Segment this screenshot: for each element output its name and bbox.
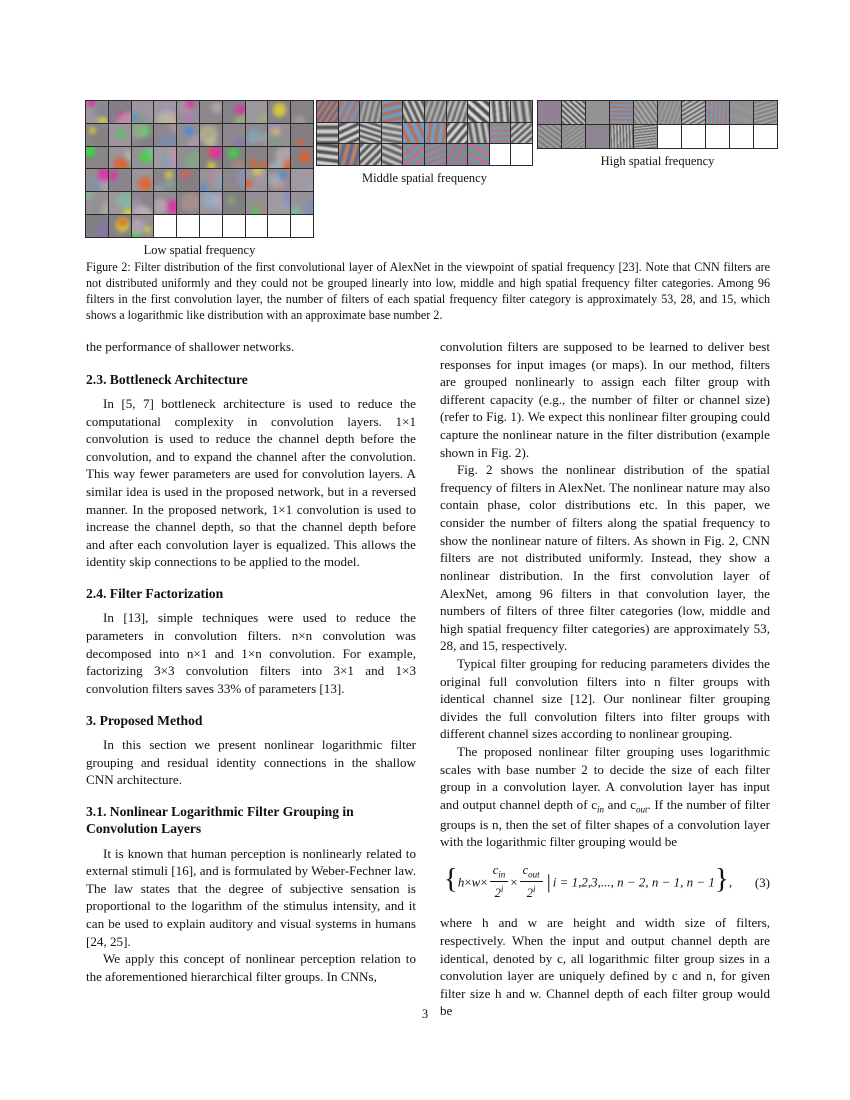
filter-tile-empty [200, 215, 222, 237]
filter-tile [339, 123, 360, 144]
filter-tile [682, 101, 705, 124]
filter-tile [132, 147, 154, 169]
filter-tile-empty [754, 125, 777, 148]
figure-panel-middle [316, 100, 533, 186]
equation-left-brace: { [443, 863, 458, 896]
filter-tile [177, 169, 199, 191]
figure-2-caption: Figure 2: Filter distribution of the first convolutional layer of AlexNet in the viewpoint of spatial frequency [23]. Note that CNN filters are not distributed uniformly and they could not be grouped linearly into low, middle and high spatial frequency filter categories. Among 96 filters in the first convolution layer, the number of filters of each spatial frequency filter category is approximately 53, 28, and 15, which shows a logarithmic like distribution with an approximate base number 2. [86, 260, 770, 322]
equation-cin-sub: in [498, 869, 506, 880]
filter-tile [223, 101, 245, 123]
figure-panel-high-label: High spatial frequency [600, 154, 715, 168]
filter-tile [360, 144, 381, 165]
filter-grid-high [537, 100, 778, 149]
filter-tile [246, 101, 268, 123]
filter-tile [132, 169, 154, 191]
heading-2-3: 2.3. Bottleneck Architecture [86, 371, 248, 387]
paragraph-right-2: Fig. 2 shows the nonlinear distribution of the spatial frequency of filters in AlexNet. The nonlinear nature may also contain phase, color distributions etc. In this paper, we consider the number of filters along the spatial frequency to show the nonlinear nature of filters. As shown in Fig. 2, CNN filters are not distributed uniformly. Instead, they show a nonlinear distribution. In the first convolution layer of AlexNet, among 96 filters in that convolution layer, the numbers of filters of three filter categories (low, middle and high spatial frequency filter categories) are approximately 53, 28, and 15, respectively. [440, 462, 770, 654]
filter-tile [382, 144, 403, 165]
filter-tile-empty [177, 215, 199, 237]
filter-tile [468, 123, 489, 144]
filter-tile [86, 147, 108, 169]
filter-tile [403, 144, 424, 165]
filter-tile [586, 125, 609, 148]
filter-tile [223, 169, 245, 191]
equation-cin-den-exp: i [500, 884, 504, 895]
equation-cout-sub: out [528, 869, 540, 880]
filter-tile [317, 101, 338, 122]
filter-tile [132, 124, 154, 146]
figure-2-images [85, 100, 775, 255]
page-number: 3 [421, 1007, 429, 1021]
figure-panel-low-label: Low spatial frequency [143, 242, 256, 257]
filter-tile [291, 147, 313, 169]
paragraph-right-1: convolution filters are supposed to be learned to deliver best responses for input images (or maps). In our method, filters are grouped nonlinearly to assign each filter group with different capacity (e.g., the number of filter or channel size) (refer to Fig. 1). We expect this nonlinear filter grouping could capture the nonlinear nature in the filter distribution (example shown in Fig. 2). [440, 339, 770, 460]
filter-tile [360, 123, 381, 144]
filter-tile [511, 123, 532, 144]
figure-panel-low [85, 100, 314, 258]
filter-tile-empty [223, 215, 245, 237]
filter-tile [200, 192, 222, 214]
filter-tile [86, 215, 108, 237]
filter-tile [317, 144, 338, 165]
filter-tile [154, 101, 176, 123]
paragraph-right-4 [440, 743, 770, 851]
filter-tile [291, 124, 313, 146]
filter-tile [246, 147, 268, 169]
filter-tile [177, 101, 199, 123]
paragraph-right-4-end: . If the number of filter groups is n, then the set of filter shapes of a convolution layer with the logarithmic filter grouping would be [440, 796, 770, 850]
equation-times-3: × [510, 874, 518, 890]
filter-tile [177, 192, 199, 214]
filter-tile [223, 147, 245, 169]
figure-panel-high [537, 100, 778, 169]
equation-w: w [471, 874, 481, 890]
filter-grid-low [85, 100, 314, 238]
filter-tile [562, 101, 585, 124]
c-out-subscript: out [636, 804, 648, 815]
filter-grid-middle [316, 100, 533, 166]
equation-3-number: (3) [754, 875, 770, 891]
paragraph-right-4-mid: and c [604, 796, 637, 812]
filter-tile [403, 101, 424, 122]
filter-tile [538, 125, 561, 148]
filter-tile [109, 101, 131, 123]
filter-tile [246, 124, 268, 146]
filter-tile [425, 123, 446, 144]
equation-cin-den-base: 2 [494, 886, 501, 901]
equation-fraction-cin-numerator [490, 862, 509, 883]
filter-tile [403, 123, 424, 144]
filter-tile-empty [511, 144, 532, 165]
filter-tile [382, 123, 403, 144]
filter-tile [200, 124, 222, 146]
filter-tile-empty [490, 144, 511, 165]
filter-tile [382, 101, 403, 122]
filter-tile [268, 192, 290, 214]
paragraph-3-1-a: It is known that human perception is nonlinearly related to external stimuli [16], and is formulated by Weber-Fechner law. The law states that the degree of subjective sensation is proportional to the logarithm of the stimulus intensity, and it can be used to explain auditory and visual systems in humans [24, 25]. [86, 845, 416, 949]
filter-tile [109, 124, 131, 146]
paragraph-2-4: In [13], simple techniques were used to reduce the parameters in convolution filters. n×n convolution was decomposed into n×1 and 1×n convolution. For example, factorizing 3×3 convolution filters into 3×1 and 1×3 convolution filters saves 33% of parameters [13]. [86, 610, 416, 696]
filter-tile [86, 124, 108, 146]
filter-tile [562, 125, 585, 148]
paragraph-3-1-b: We apply this concept of nonlinear perception relation to the aforementioned hierarchical filter groups. In CNNs, [86, 951, 416, 984]
figure-panel-middle-label: Middle spatial frequency [361, 170, 487, 185]
filter-tile [154, 169, 176, 191]
equation-fraction-cout-numerator [520, 862, 543, 883]
filter-tile [425, 144, 446, 165]
equation-fraction-cout-denominator [520, 882, 543, 902]
filter-tile [268, 124, 290, 146]
body-column-left [86, 338, 416, 985]
filter-tile [291, 169, 313, 191]
filter-tile [447, 123, 468, 144]
filter-tile [109, 192, 131, 214]
filter-tile [610, 101, 633, 124]
filter-tile-empty [706, 125, 729, 148]
c-in-subscript: in [597, 804, 605, 815]
filter-tile [200, 169, 222, 191]
filter-tile [109, 147, 131, 169]
body-column-right [440, 338, 770, 1020]
filter-tile [223, 192, 245, 214]
filter-tile [200, 101, 222, 123]
filter-tile [634, 125, 657, 148]
paragraph-right-3: Typical filter grouping for reducing parameters divides the original full convolution filters into n filter groups with identical channel size [12]. Our nonlinear filter grouping divides the full convolution filters into filter groups with different channel sizes according to nonlinear grouping. [440, 655, 770, 742]
filter-tile [586, 101, 609, 124]
filter-tile [177, 124, 199, 146]
filter-tile [291, 101, 313, 123]
equation-cout-c: c [522, 862, 529, 877]
filter-tile [246, 192, 268, 214]
equation-h: h [457, 874, 465, 890]
equation-times-1: × [464, 874, 472, 890]
filter-tile-empty [268, 215, 290, 237]
filter-tile [154, 124, 176, 146]
equation-3-body: {h×w× $\frac{c_{in}}{2^i}$ × $\frac{c_{out}}{2^i}$ | i = 1,2,3,..., n − 2, n − 1, n − 1}, [443, 862, 733, 901]
equation-3-row [440, 863, 770, 904]
heading-2-4: 2.4. Filter Factorization [86, 586, 224, 602]
equation-cout-den-base: 2 [526, 886, 534, 901]
paragraph-2-3: In [5, 7] bottleneck architecture is used to reduce the computational complexity in convolution layers. 1×1 convolution is used to reduce the channel depth before the convolution, and to expand the channel after the convolution. This way fewer parameters are used for convolution layers. A similar idea is used in the proposed network, but in a reversed manner. In the proposed network, 1×1 convolution is used to increase the channel depth, so that the channel depth before and after each convolution layer is equalized. This allows the identity skip connections to be applied to the model. [86, 396, 416, 570]
filter-tile [447, 101, 468, 122]
filter-tile [447, 144, 468, 165]
filter-tile-empty [154, 215, 176, 237]
filter-tile [132, 192, 154, 214]
filter-tile-empty [246, 215, 268, 237]
filter-tile [425, 101, 446, 122]
filter-tile [468, 101, 489, 122]
filter-tile [268, 101, 290, 123]
paragraph-right-4-part1: The proposed nonlinear filter grouping uses logarithmic scales with base number 2 to decide the size of each filter group in a convolution layer. A convolution layer has input and output channel depth of c [440, 744, 770, 812]
filter-tile [86, 101, 108, 123]
filter-tile [339, 101, 360, 122]
equation-fraction-cout [520, 862, 543, 903]
equation-times-2: × [480, 874, 488, 890]
filter-tile [223, 124, 245, 146]
filter-tile [538, 101, 561, 124]
heading-3: 3. Proposed Method [86, 712, 203, 728]
filter-tile [132, 101, 154, 123]
filter-tile [317, 123, 338, 144]
equation-fraction-cin-denominator [490, 882, 509, 902]
filter-tile [109, 169, 131, 191]
equation-condition: i = 1,2,3,..., n − 2, n − 1, n − 1 [552, 874, 715, 890]
filter-tile [730, 101, 753, 124]
filter-tile [268, 147, 290, 169]
filter-tile [246, 169, 268, 191]
filter-tile [658, 101, 681, 124]
filter-tile [610, 125, 633, 148]
filter-tile [200, 147, 222, 169]
paragraph-3: In this section we present nonlinear logarithmic filter grouping and residual identity connections in the shallow CNN architecture. [86, 736, 416, 788]
filter-tile [291, 192, 313, 214]
heading-3-1: 3.1. Nonlinear Logarithmic Filter Grouping in Convolution Layers [86, 803, 354, 837]
filter-tile [132, 215, 154, 237]
filter-tile [86, 192, 108, 214]
filter-tile [86, 169, 108, 191]
paragraph-right-5: where h and w are height and width size of filters, respectively. When the input and output channel depth are identical, denoted by c, all logarithmic filter group sizes in a convolution layer are uniquely defined by c and n, for given filter size h and w. Channel depth of each filter group would be [440, 915, 770, 1019]
equation-fraction-cin [490, 862, 509, 903]
filter-tile [268, 169, 290, 191]
filter-tile [177, 147, 199, 169]
filter-tile [511, 101, 532, 122]
equation-right-brace: } [714, 863, 729, 896]
filter-tile [109, 215, 131, 237]
filter-tile-empty [682, 125, 705, 148]
equation-trailing-comma: , [728, 874, 733, 890]
filter-tile [154, 147, 176, 169]
filter-tile [490, 123, 511, 144]
filter-tile-empty [730, 125, 753, 148]
filter-tile [154, 192, 176, 214]
filter-tile [634, 101, 657, 124]
filter-tile [754, 101, 777, 124]
filter-tile [706, 101, 729, 124]
equation-cout-den-exp: i [533, 884, 536, 895]
filter-tile [360, 101, 381, 122]
equation-cin-c: c [492, 862, 499, 877]
filter-tile [339, 144, 360, 165]
filter-tile [468, 144, 489, 165]
filter-tile-empty [658, 125, 681, 148]
filter-tile [490, 101, 511, 122]
paragraph-continued: the performance of shallower networks. [86, 339, 295, 354]
filter-tile-empty [291, 215, 313, 237]
